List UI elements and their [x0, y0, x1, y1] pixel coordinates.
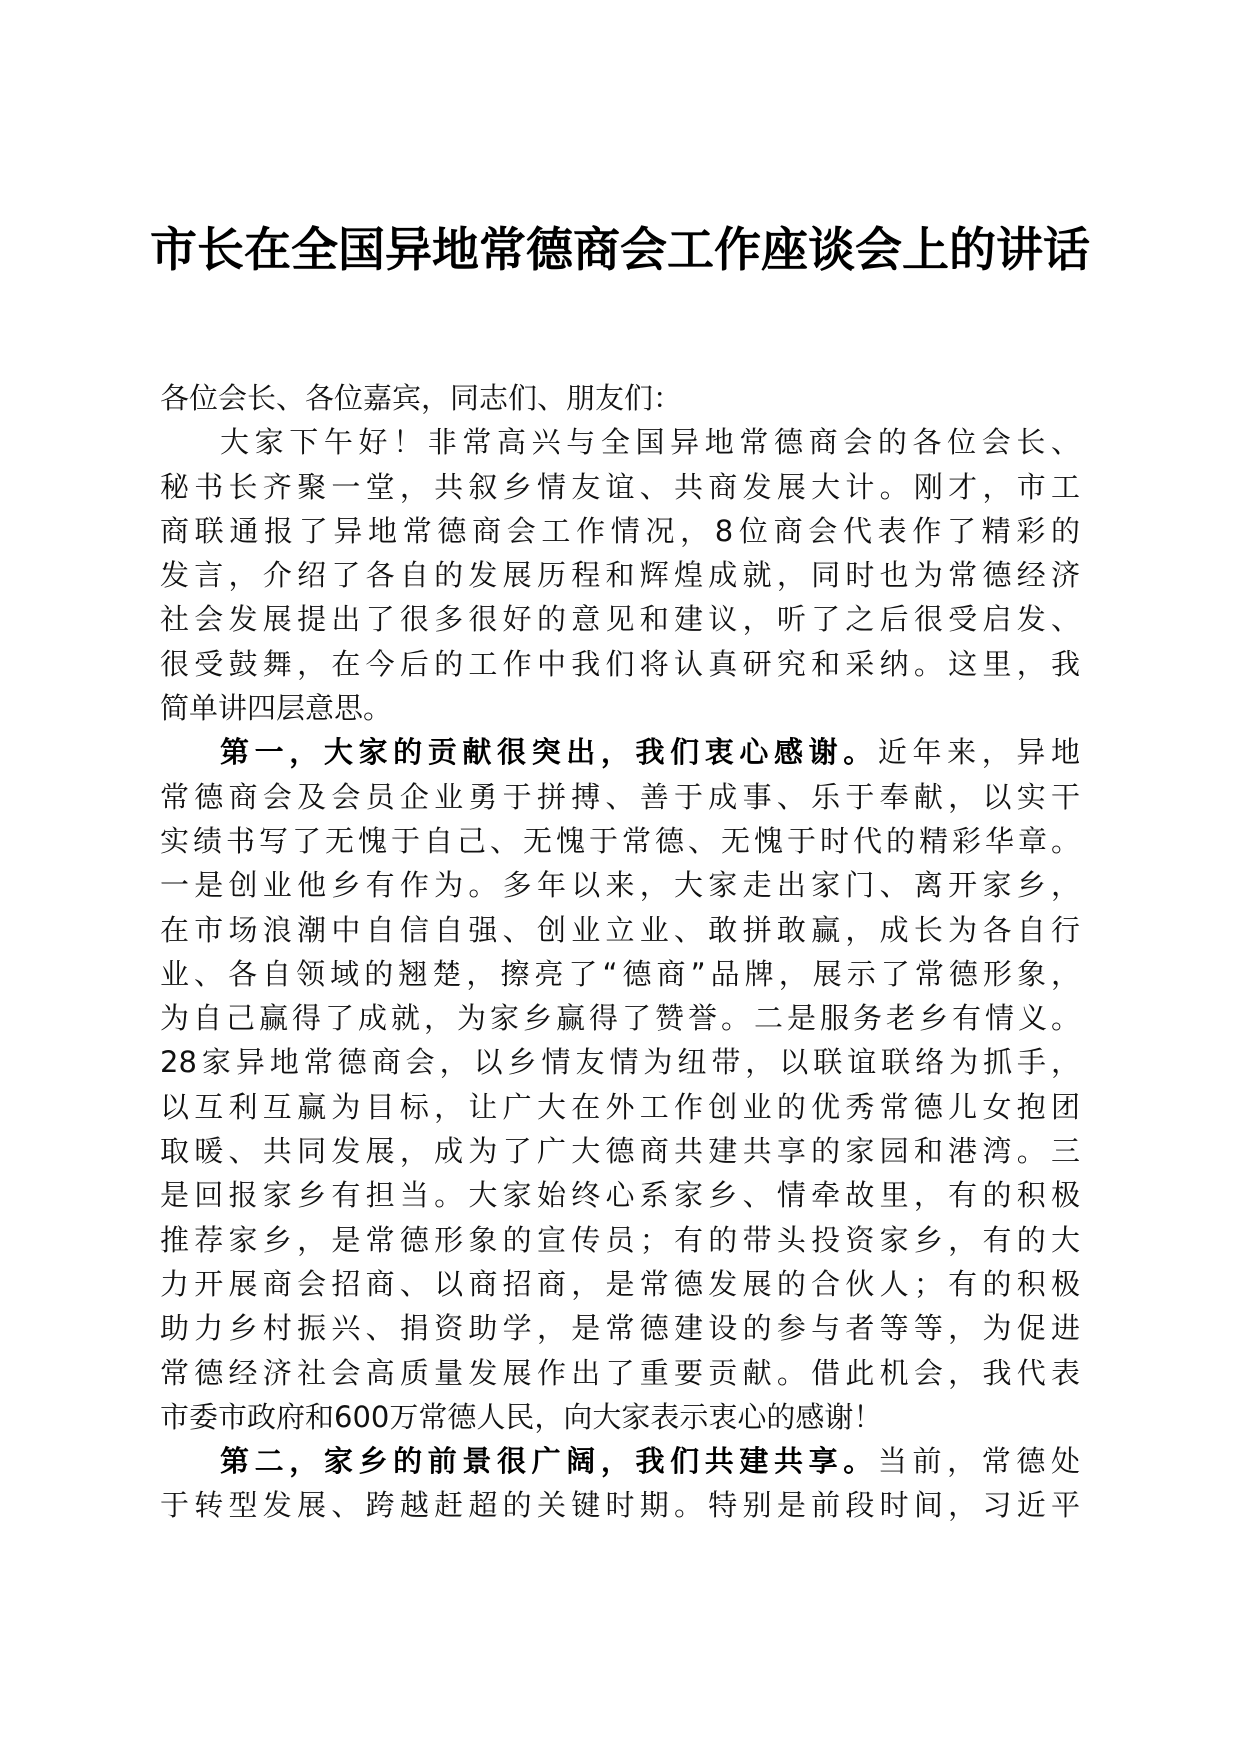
- line-text: 社会发展提出了很多很好的意见和建议，听了之后很受启发、: [160, 602, 1080, 637]
- text-line: [160, 1439, 1080, 1483]
- line-text: 简单讲四层意思。: [160, 691, 393, 726]
- line-text: 28家异地常德商会，以乡情友情为纽带，以联谊联络为抓手，: [160, 1045, 1080, 1080]
- line-text: 近年来，异地: [877, 735, 1080, 770]
- line-text: 大家下午好！非常高兴与全国异地常德商会的各位会长、: [220, 425, 1080, 460]
- line-text: 常德经济社会高质量发展作出了重要贡献。借此机会，我代表: [160, 1355, 1080, 1390]
- text-line: [160, 730, 1080, 774]
- line-text: 一是创业他乡有作为。多年以来，大家走出家门、离开家乡，: [160, 868, 1080, 903]
- text-line: [160, 1218, 1080, 1262]
- text-line: [160, 952, 1080, 996]
- text-line: [160, 908, 1080, 952]
- line-text: 商联通报了异地常德商会工作情况，8位商会代表作了精彩的: [160, 513, 1080, 548]
- text-line: [160, 553, 1080, 597]
- text-line: [160, 1395, 1080, 1439]
- text-line: [160, 1129, 1080, 1173]
- text-line: [160, 376, 1080, 420]
- section-heading: 第二，家乡的前景很广阔，我们共建共享。: [220, 1444, 878, 1479]
- line-text: 力开展商会招商、以商招商，是常德发展的合伙人；有的积极: [160, 1266, 1080, 1301]
- text-line: [160, 1262, 1080, 1306]
- text-line: [160, 1040, 1080, 1084]
- line-text: 业、各自领域的翘楚，擦亮了“德商”品牌，展示了常德形象，: [160, 956, 1080, 991]
- text-line: [160, 863, 1080, 907]
- text-line: [160, 1306, 1080, 1350]
- text-line: [160, 996, 1080, 1040]
- line-text: 秘书长齐聚一堂，共叙乡情友谊、共商发展大计。刚才，市工: [160, 469, 1080, 504]
- document-body: [160, 376, 1080, 1528]
- text-line: [160, 775, 1080, 819]
- line-text: 常德商会及会员企业勇于拼搏、善于成事、乐于奉献，以实干: [160, 779, 1080, 814]
- line-text: 很受鼓舞，在今后的工作中我们将认真研究和采纳。这里，我: [160, 646, 1080, 681]
- text-line: [160, 686, 1080, 730]
- line-text: 为自己赢得了成就，为家乡赢得了赞誉。二是服务老乡有情义。: [160, 1001, 1080, 1036]
- line-text: 以互利互赢为目标，让广大在外工作创业的优秀常德儿女抱团: [160, 1089, 1080, 1124]
- text-line: [160, 420, 1080, 464]
- line-text: 是回报家乡有担当。大家始终心系家乡、情牵故里，有的积极: [160, 1178, 1080, 1213]
- text-line: [160, 1085, 1080, 1129]
- text-line: [160, 819, 1080, 863]
- line-text: 推荐家乡，是常德形象的宣传员；有的带头投资家乡，有的大: [160, 1222, 1080, 1257]
- line-text: 于转型发展、跨越赶超的关键时期。特别是前段时间，习近平: [160, 1488, 1080, 1523]
- text-line: [160, 1351, 1080, 1395]
- text-line: [160, 597, 1080, 641]
- line-text: 发言，介绍了各自的发展历程和辉煌成就，同时也为常德经济: [160, 558, 1080, 593]
- line-text: 各位会长、各位嘉宾，同志们、朋友们：: [160, 381, 683, 415]
- text-line: [160, 509, 1080, 553]
- line-text: 取暖、共同发展，成为了广大德商共建共享的家园和港湾。三: [160, 1134, 1080, 1169]
- text-line: [160, 1483, 1080, 1527]
- text-line: [160, 465, 1080, 509]
- section-heading: 第一，大家的贡献很突出，我们衷心感谢。: [220, 735, 878, 770]
- line-text: 实绩书写了无愧于自己、无愧于常德、无愧于时代的精彩华章。: [160, 823, 1080, 858]
- document-title: 市长在全国异地常德商会工作座谈会上的讲话: [150, 223, 1090, 278]
- line-text: 助力乡村振兴、捐资助学，是常德建设的参与者等等，为促进: [160, 1311, 1080, 1346]
- text-line: [160, 642, 1080, 686]
- line-text: 当前，常德处: [877, 1444, 1080, 1479]
- text-line: [160, 1173, 1080, 1217]
- line-text: 在市场浪潮中自信自强、创业立业、敢拼敢赢，成长为各自行: [160, 912, 1080, 947]
- line-text: 市委市政府和600万常德人民，向大家表示衷心的感谢！: [160, 1399, 883, 1434]
